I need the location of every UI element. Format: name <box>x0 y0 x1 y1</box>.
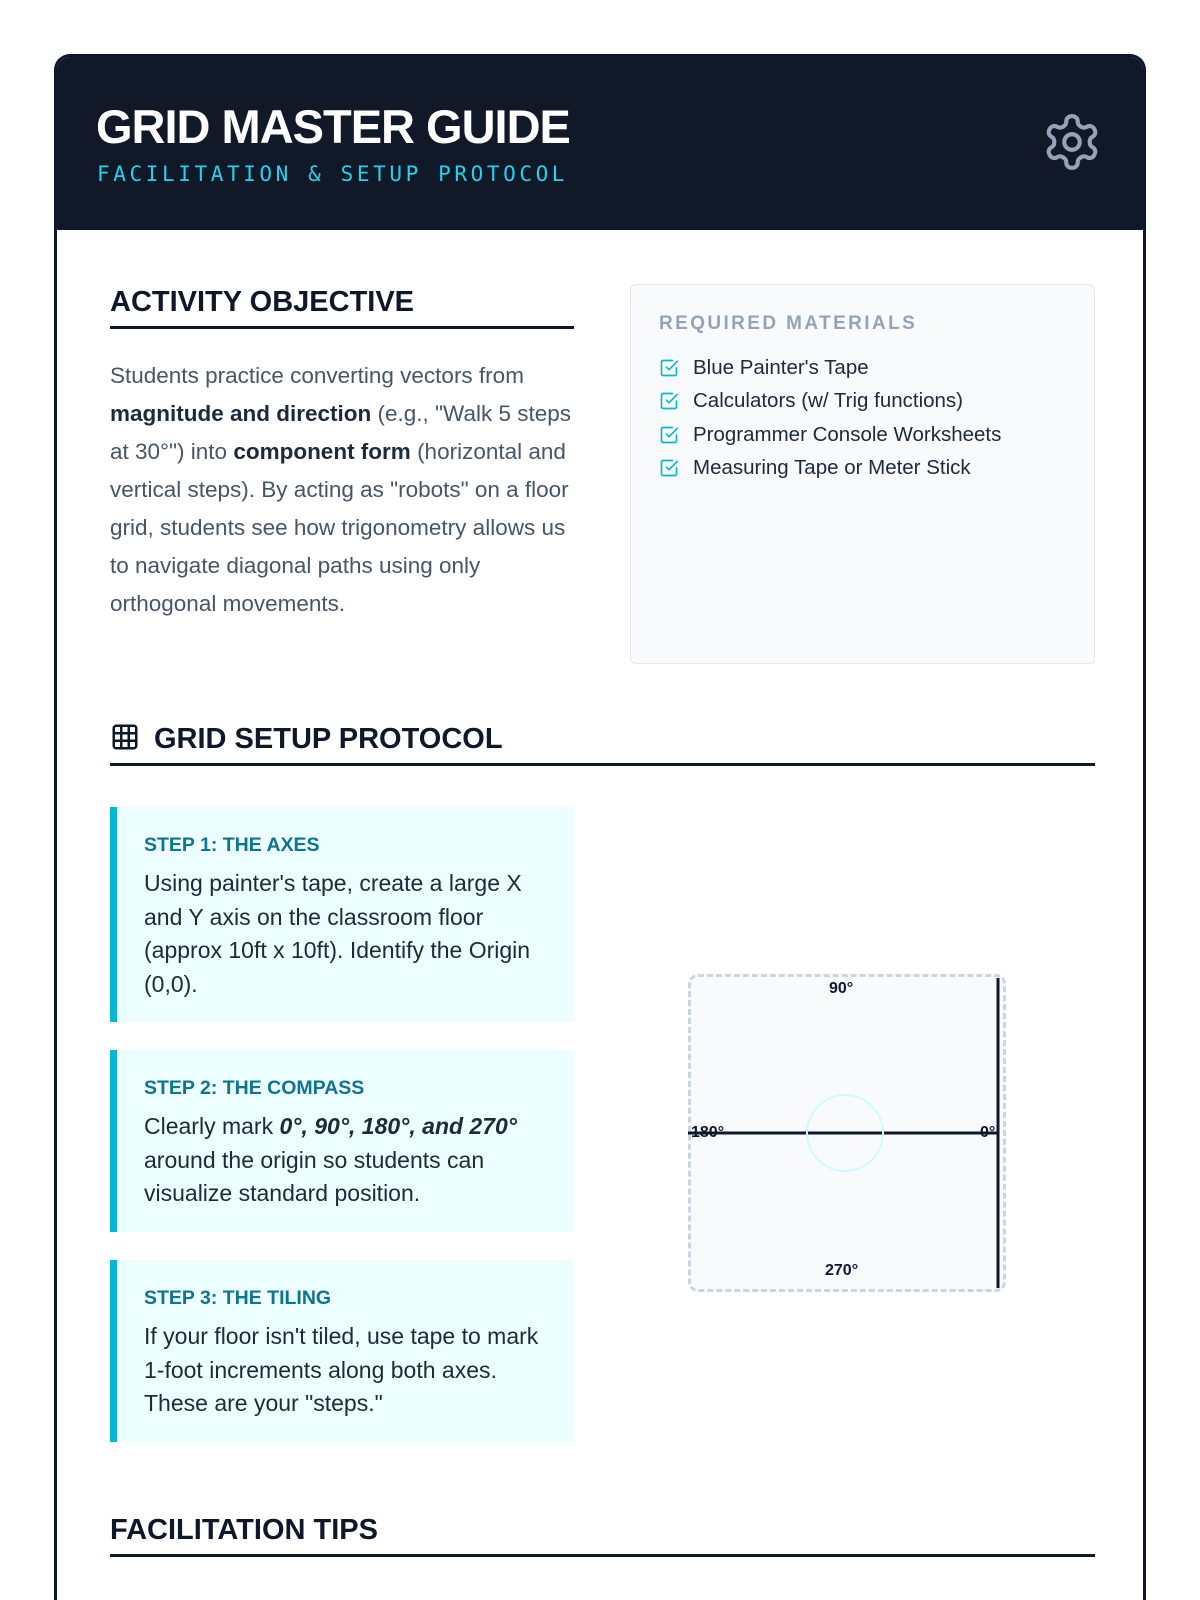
checkbox-checked-icon <box>659 391 679 411</box>
checkbox-checked-icon <box>659 458 679 478</box>
tips-heading: FACILITATION TIPS <box>110 1512 1095 1557</box>
checkbox-checked-icon <box>659 358 679 378</box>
step-title: STEP 2: THE COMPASS <box>144 1077 365 1099</box>
label-90: 90° <box>829 980 854 997</box>
step-text: Clearly mark 0°, 90°, 180°, and 270° around the origin so students can visualize standard position. <box>144 1113 518 1206</box>
materials-heading: REQUIRED MATERIALS <box>659 313 918 334</box>
step-card-tiling <box>110 1260 574 1442</box>
step-text: If your floor isn't tiled, use tape to mark 1-foot increments along both axes. These are your "steps." <box>144 1323 539 1416</box>
list-item: Programmer Console Worksheets <box>659 418 1001 452</box>
step-title: STEP 1: THE AXES <box>144 834 320 856</box>
page-title: GRID MASTER GUIDE <box>96 100 570 153</box>
checkbox-checked-icon <box>659 425 679 445</box>
list-item: Blue Painter's Tape <box>659 351 1001 385</box>
materials-panel <box>630 284 1095 664</box>
gear-icon[interactable] <box>1041 111 1103 173</box>
header <box>57 57 1143 230</box>
grid-setup-heading: GRID SETUP PROTOCOL <box>110 721 1095 766</box>
label-180: 180° <box>691 1124 725 1141</box>
compass-axes <box>688 974 1006 1292</box>
step-card-axes <box>110 807 574 1022</box>
list-item: Calculators (w/ Trig functions) <box>659 385 1001 419</box>
compass-diagram <box>688 974 1006 1292</box>
step-title: STEP 3: THE TILING <box>144 1287 332 1309</box>
label-270: 270° <box>825 1262 859 1279</box>
materials-list <box>659 351 1001 485</box>
label-0: 0° <box>980 1124 996 1141</box>
grid-icon <box>110 722 140 752</box>
step-card-compass <box>110 1050 574 1232</box>
page-subtitle: FACILITATION & SETUP PROTOCOL <box>97 162 569 186</box>
objective-text: Students practice converting vectors from magnitude and direction (e.g., "Walk 5 steps at 30°") into component form (horizontal and vertical steps). By acting as "robots" on a floor grid, students see how trigonometry allows us to navigate diagonal paths using only orthogonal movements. <box>110 363 572 616</box>
step-text: Using painter's tape, create a large X and Y axis on the classroom floor (approx 10ft x 10ft). Identify the Origin (0,0). <box>144 870 531 997</box>
list-item: Measuring Tape or Meter Stick <box>659 452 1001 486</box>
guide-card <box>54 54 1146 1600</box>
objective-heading: ACTIVITY OBJECTIVE <box>110 284 574 329</box>
